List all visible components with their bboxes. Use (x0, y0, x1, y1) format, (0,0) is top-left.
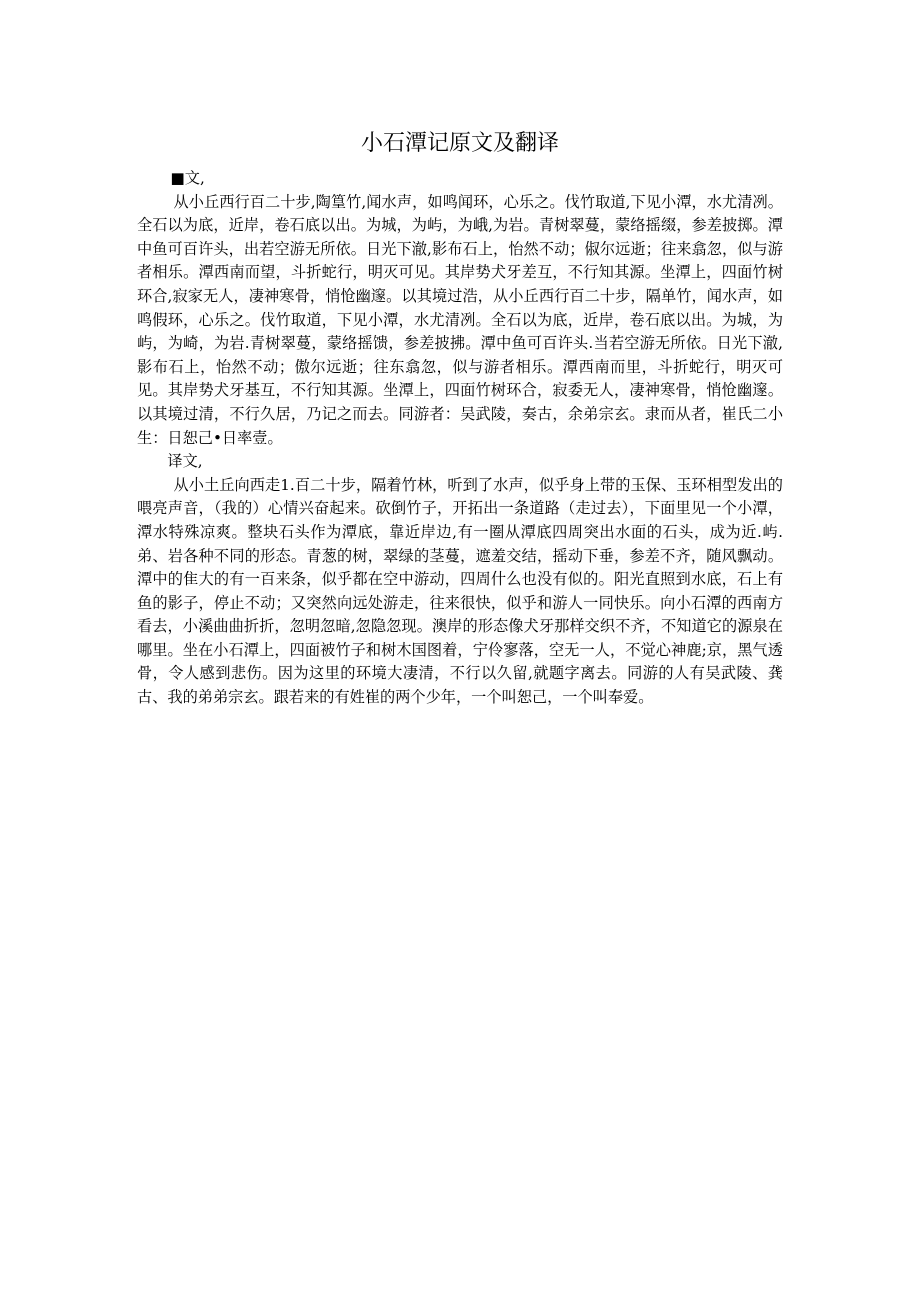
page-title: 小石潭记原文及翻译 (360, 131, 559, 156)
original-text-paragraph: 从小丘西行百二十步,陶篁竹,闻水声，如鸣闻环，心乐之。伐竹取道,下见小潭，水尤清冽。全石以为底，近岸，卷石底以出。为城，为屿，为峨,为岩。青树翠蔓，蒙络摇缀，参差披掷。潭中鱼可百许头，出若空游无所依。日光下澈,影布石上，怡然不动；俶尔远逝；往来翕忽，似与游者相乐。潭西南而望，斗折蛇行，明灭可见。其岸势犬牙差互，不行知其源。坐潭上，四面竹树环合,寂家无人，凄神寒骨，悄怆幽邃。以其境过浩，从小丘西行百二十步，隔单竹，闻水声，如鸣假环，心乐之。伐竹取道，下见小潭，水尤清冽。全石以为底，近岸，卷石底以出。为城，为屿，为崎，为岩.青树翠蔓，蒙络摇馈，参差披拂。潭中鱼可百许头.当若空游无所依。日光下澈,影布石上，怡然不动；傲尔远逝；往东翕忽，似与游者相乐。潭西南而里，斗折蛇行，明灭可见。其岸势犬牙基互，不行知其源。坐潭上，四面竹树环合，寂委无人，凄神寒骨，悄怆幽邃。以其境过清，不行久居，乃记之而去。同游者：吴武陵，奏古，余弟宗玄。隶而从者，崔氏二小生：日恕己•日率壹。 (137, 192, 783, 447)
translation-paragraph: 从小土丘向西走1.百二十步，隔着竹林，听到了水声，似乎身上带的玉保、玉环相型发出的喂亮声音，（我的）心情兴奋起来。砍倒竹子，开拓出一条道路（走过去），下面里见一个小潭，潭水特殊凉爽。整块石头作为潭底，靠近岸边,有一圈从潭底四周突出水面的石头，成为近.屿.弟、岩各种不同的形态。青葱的树，翠绿的茎蔓，遮羞交结，摇动下垂，参差不齐，随风飘动。潭中的隹大的有一百来条，似乎都在空中游动，四周什么也没有似的。阳光直照到水底，石上有鱼的影子，停止不动；又突然向远处游走，往来很快，似乎和游人一同快乐。向小石潭的西南方看去，小溪曲曲折折，忽明忽暗,忽隐忽现。澳岸的形态像犬牙那样交织不齐，不知道它的源泉在哪里。坐在小石潭上，四面被竹子和树木国图着，宁伶寥落，空无一人，不觉心神鹿;京，黑气透骨，令人感到悲伤。因为这里的环境大凄清，不行以久留,就题字离去。同游的人有吴武陵、龚古、我的弟弟宗玄。跟若来的有姓崔的两个少年，一个叫恕己，一个叫奉爱。 (137, 475, 783, 707)
original-text-label: ■文, (170, 169, 205, 187)
document-body (137, 167, 783, 710)
translation-label: 译文, (167, 452, 203, 471)
